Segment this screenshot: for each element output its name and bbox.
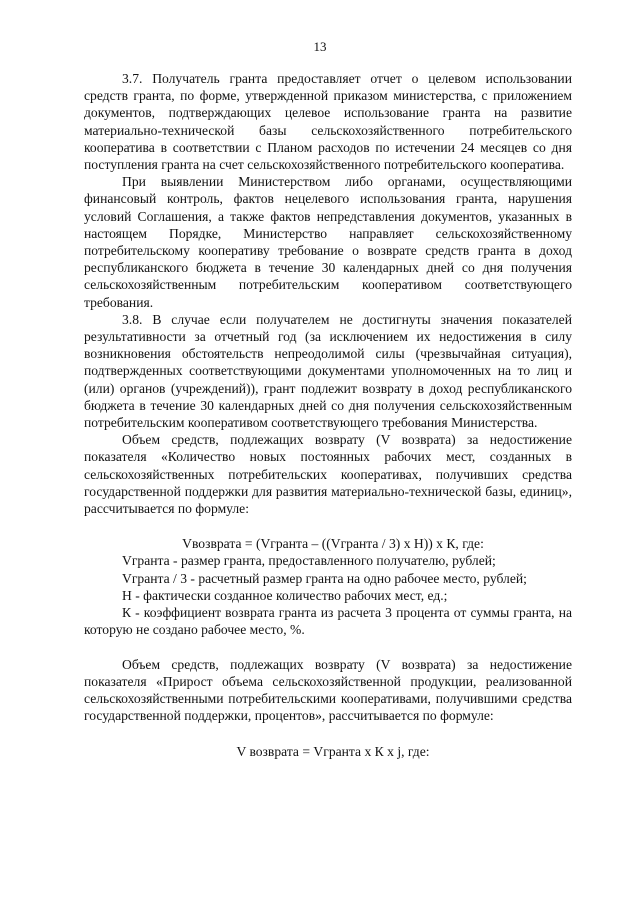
- formula-return-jobs: Vвозврата = (Vгранта – ((Vгранта / 3) x Н)) x К, где:: [182, 536, 484, 552]
- paragraph-return-volume-production: Объем средств, подлежащих возврату (V возврата) за недостижение показателя «Прирост объема сельскохозяйственной продукции, реализованной сельскохозяйственными потребительскими кооперативами, получившими средства государственной поддержки, процентов», рассчитывается по формуле:: [84, 656, 572, 724]
- spacer: [84, 517, 572, 535]
- formula-return-production: V возврата = Vгранта x К x j, где:: [236, 744, 430, 760]
- definition-jobs-created: Н - фактически созданное количество рабочих мест, ед.;: [122, 587, 448, 603]
- paragraph-return-volume-jobs: Объем средств, подлежащих возврату (V возврата) за недостижение показателя «Количество новых постоянных рабочих мест, созданных в сельскохозяйственных потребительских кооперативах, получивших средства государственной поддержки для развития материально-технической базы, единиц», рассчитывается по формуле:: [84, 432, 572, 517]
- spacer: [84, 724, 572, 743]
- document-body: [84, 70, 572, 761]
- definition-grant-per-job: Vгранта / 3 - расчетный размер гранта на одно рабочее место, рублей;: [122, 570, 527, 586]
- definition-grant-size: Vгранта - размер гранта, предоставленного получателю, рублей;: [122, 553, 496, 569]
- page-number: 13: [313, 39, 327, 54]
- definition-coefficient: К - коэффициент возврата гранта из расчета 3 процента от суммы гранта, на которую не создано рабочее место, %.: [84, 605, 572, 638]
- spacer: [84, 639, 572, 656]
- paragraph-3-7: 3.7. Получатель гранта предоставляет отчет о целевом использовании средств гранта, по форме, утвержденной приказом министерства, с приложением документов, подтверждающих целевое использование гранта на развитие материально-технической базы сельскохозяйственного потребительского кооператива в соответствии с Планом расходов по истечении 24 месяцев со дня поступления гранта на счет сельскохозяйственного потребительского кооператива.: [84, 71, 572, 173]
- paragraph-violation: При выявлении Министерством либо органами, осуществляющими финансовый контроль, фактов нецелевого использования гранта, нарушения условий Соглашения, а также фактов непредставления документов, указанных в настоящем Порядке, Министерство направляет сельскохозяйственному потребительскому кооперативу требование о возврате средств гранта в доход республиканского бюджета в течение 30 календарных дней со дня получения сельскохозяйственным потребительским кооперативом соответствующего требования.: [84, 174, 572, 310]
- paragraph-3-8: 3.8. В случае если получателем не достигнуты значения показателей результативности за отчетный год (за исключением их недостижения в силу возникновения обстоятельств непреодолимой силы (чрезвычайная ситуация), подтвержденных соответствующими документами уполномоченных на то лиц и (или) органов (учреждений)), грант подлежит возврату в доход республиканского бюджета в течение 30 календарных дней со дня получения сельскохозяйственным потребительским кооперативом соответствующего требования Министерства.: [84, 311, 572, 431]
